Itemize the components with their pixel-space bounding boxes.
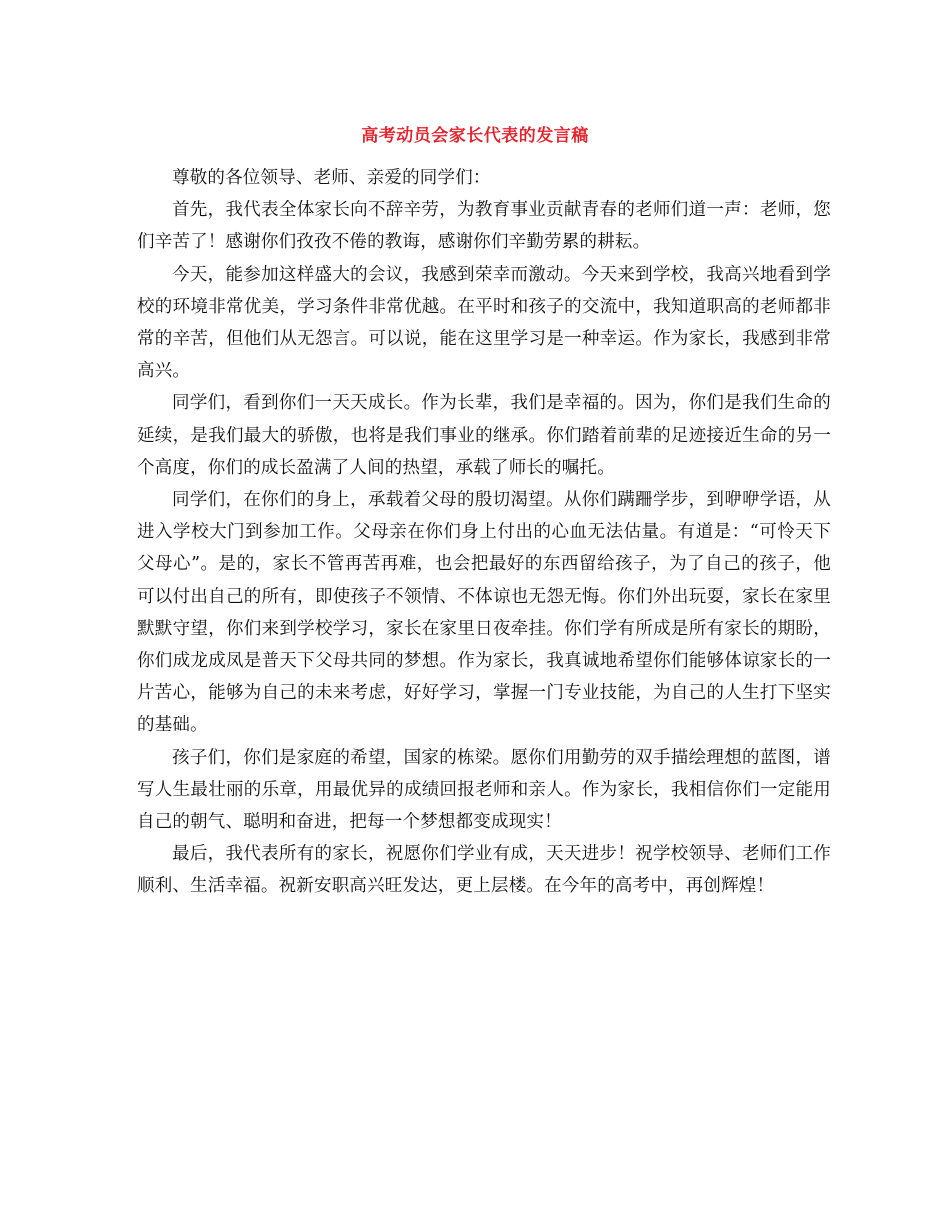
paragraph-today: 今天，能参加这样盛大的会议，我感到荣幸而激动。今天来到学校，我高兴地看到学校的环境非常优美，学习条件非常优越。在平时和孩子的交流中，我知道职高的老师都非常的辛苦，但他们从无怨言。可以说，能在这里学习是一种幸运。作为家长，我感到非常高兴。	[137, 264, 831, 382]
paragraph-children-future: 孩子们，你们是家庭的希望，国家的栋梁。愿你们用勤劳的双手描绘理想的蓝图，谱写人生最壮丽的乐章，用最优异的成绩回报老师和亲人。作为家长，我相信你们一定能用自己的朝气、聪明和奋进，把每一个梦想都变成现实！	[137, 747, 831, 833]
paragraph-students-growth: 同学们，看到你们一天天成长。作为长辈，我们是幸福的。因为，你们是我们生命的延续，是我们最大的骄傲，也将是我们事业的继承。你们踏着前辈的足迹接近生命的另一个高度，你们的成长盈满了人间的热望，承载了师长的嘱托。	[137, 393, 831, 478]
document-title: 高考动员会家长代表的发言稿	[361, 126, 589, 146]
paragraph-closing: 最后，我代表所有的家长，祝愿你们学业有成，天天进步！祝学校领导、老师们工作顺利、生活幸福。祝新安职高兴旺发达，更上层楼。在今年的高考中，再创辉煌！	[137, 844, 831, 897]
paragraph-salutation: 尊敬的各位领导、老师、亲爱的同学们：	[172, 168, 491, 188]
paragraph-parents-hopes: 同学们，在你们的身上，承载着父母的殷切渴望。从你们蹒跚学步，到咿咿学语，从进入学校大门到参加工作。父母亲在你们身上付出的心血无法估量。有道是：“可怜天下父母心”。是的，家长不管再苦再难，也会把最好的东西留给孩子，为了自己的孩子，他可以付出自己的所有，即使孩子不领情、不体谅也无怨无悔。你们外出玩耍，家长在家里默默守望，你们来到学校学习，家长在家里日夜牵挂。你们学有所成是所有家长的期盼，你们成龙成凤是普天下父母共同的梦想。作为家长，我真诚地希望你们能够体谅家长的一片苦心，能够为自己的未来考虑，好好学习，掌握一门专业技能，为自己的人生打下坚实的基础。	[137, 490, 831, 736]
document-body	[137, 162, 831, 903]
paragraph-thanks: 首先，我代表全体家长向不辞辛劳，为教育事业贡献青春的老师们道一声：老师，您们辛苦了！感谢你们孜孜不倦的教诲，感谢你们辛勤劳累的耕耘。	[137, 200, 831, 253]
